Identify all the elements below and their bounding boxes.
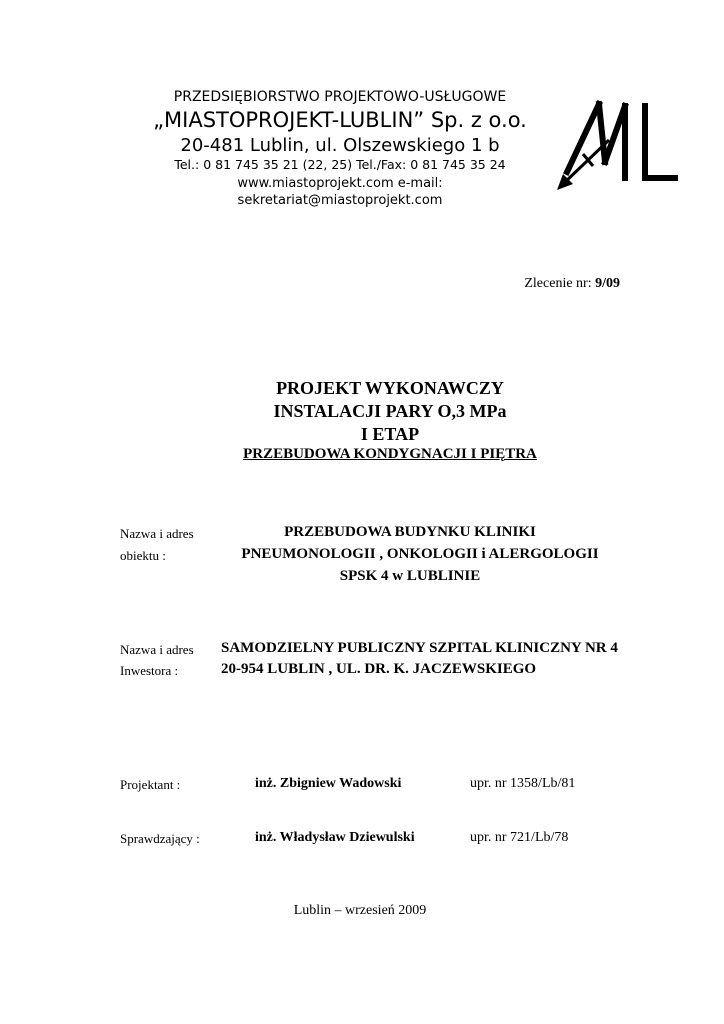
doc-title-line1: PROJEKT WYKONAWCZY [276, 378, 504, 398]
checker-label: Sprawdzający : [120, 831, 200, 846]
object-value-line3: SPSK 4 w LUBLINIE [339, 568, 481, 584]
place-date: Lublin – wrzesień 2009 [293, 903, 427, 918]
company-email: sekretariat@miastoprojekt.com [237, 193, 443, 208]
checker-name: inż. Władysław Dziewulski [255, 830, 415, 845]
doc-subtitle: PRZEBUDOWA KONDYGNACJI I PIĘTRA [243, 446, 537, 462]
designer-name: inż. Zbigniew Wadowski [255, 776, 402, 791]
company-web: www.miastoprojekt.com e-mail: [237, 176, 443, 191]
doc-title-line2: INSTALACJI PARY O,3 MPa [273, 401, 507, 421]
order-value: 9/09 [595, 276, 620, 291]
object-value-line2: PNEUMONOLOGII , ONKOLOGII i ALERGOLOGII [241, 546, 599, 562]
order-number [470, 276, 620, 292]
company-type: PRZEDSIĘBIORSTWO PROJEKTOWO-USŁUGOWE [173, 89, 507, 105]
object-value-line1: PRZEBUDOWA BUDYNKU KLINIKI [284, 524, 536, 540]
investor-value-line1: SAMODZIELNY PUBLICZNY SZPITAL KLINICZNY NR 4 [221, 640, 618, 656]
object-label-line2: obiektu : [120, 548, 166, 563]
investor-label-line2 [120, 663, 178, 679]
designer-label: Projektant : [120, 777, 181, 792]
doc-title-line3: I ETAP [360, 424, 420, 444]
investor-label-text: Inwestora : [120, 663, 179, 678]
checker-license: upr. nr 721/Lb/78 [470, 830, 569, 845]
company-name: „MIASTOPROJEKT-LUBLIN” Sp. z o.o. [153, 108, 527, 132]
ml-logo-icon [553, 100, 678, 190]
designer-license: upr. nr 1358/Lb/81 [470, 776, 576, 791]
investor-label-line1: Nazwa i adres [120, 642, 194, 657]
company-phones: Tel.: 0 81 745 35 21 (22, 25) Tel./Fax: 0 81 745 35 24 [174, 157, 506, 172]
investor-value-line2: 20-954 LUBLIN , UL. DR. K. JACZEWSKIEGO [221, 661, 537, 677]
order-label: Zlecenie nr: [524, 276, 592, 291]
object-label-line1: Nazwa i adres [120, 526, 194, 541]
company-address: 20-481 Lublin, ul. Olszewskiego 1 b [180, 135, 500, 156]
